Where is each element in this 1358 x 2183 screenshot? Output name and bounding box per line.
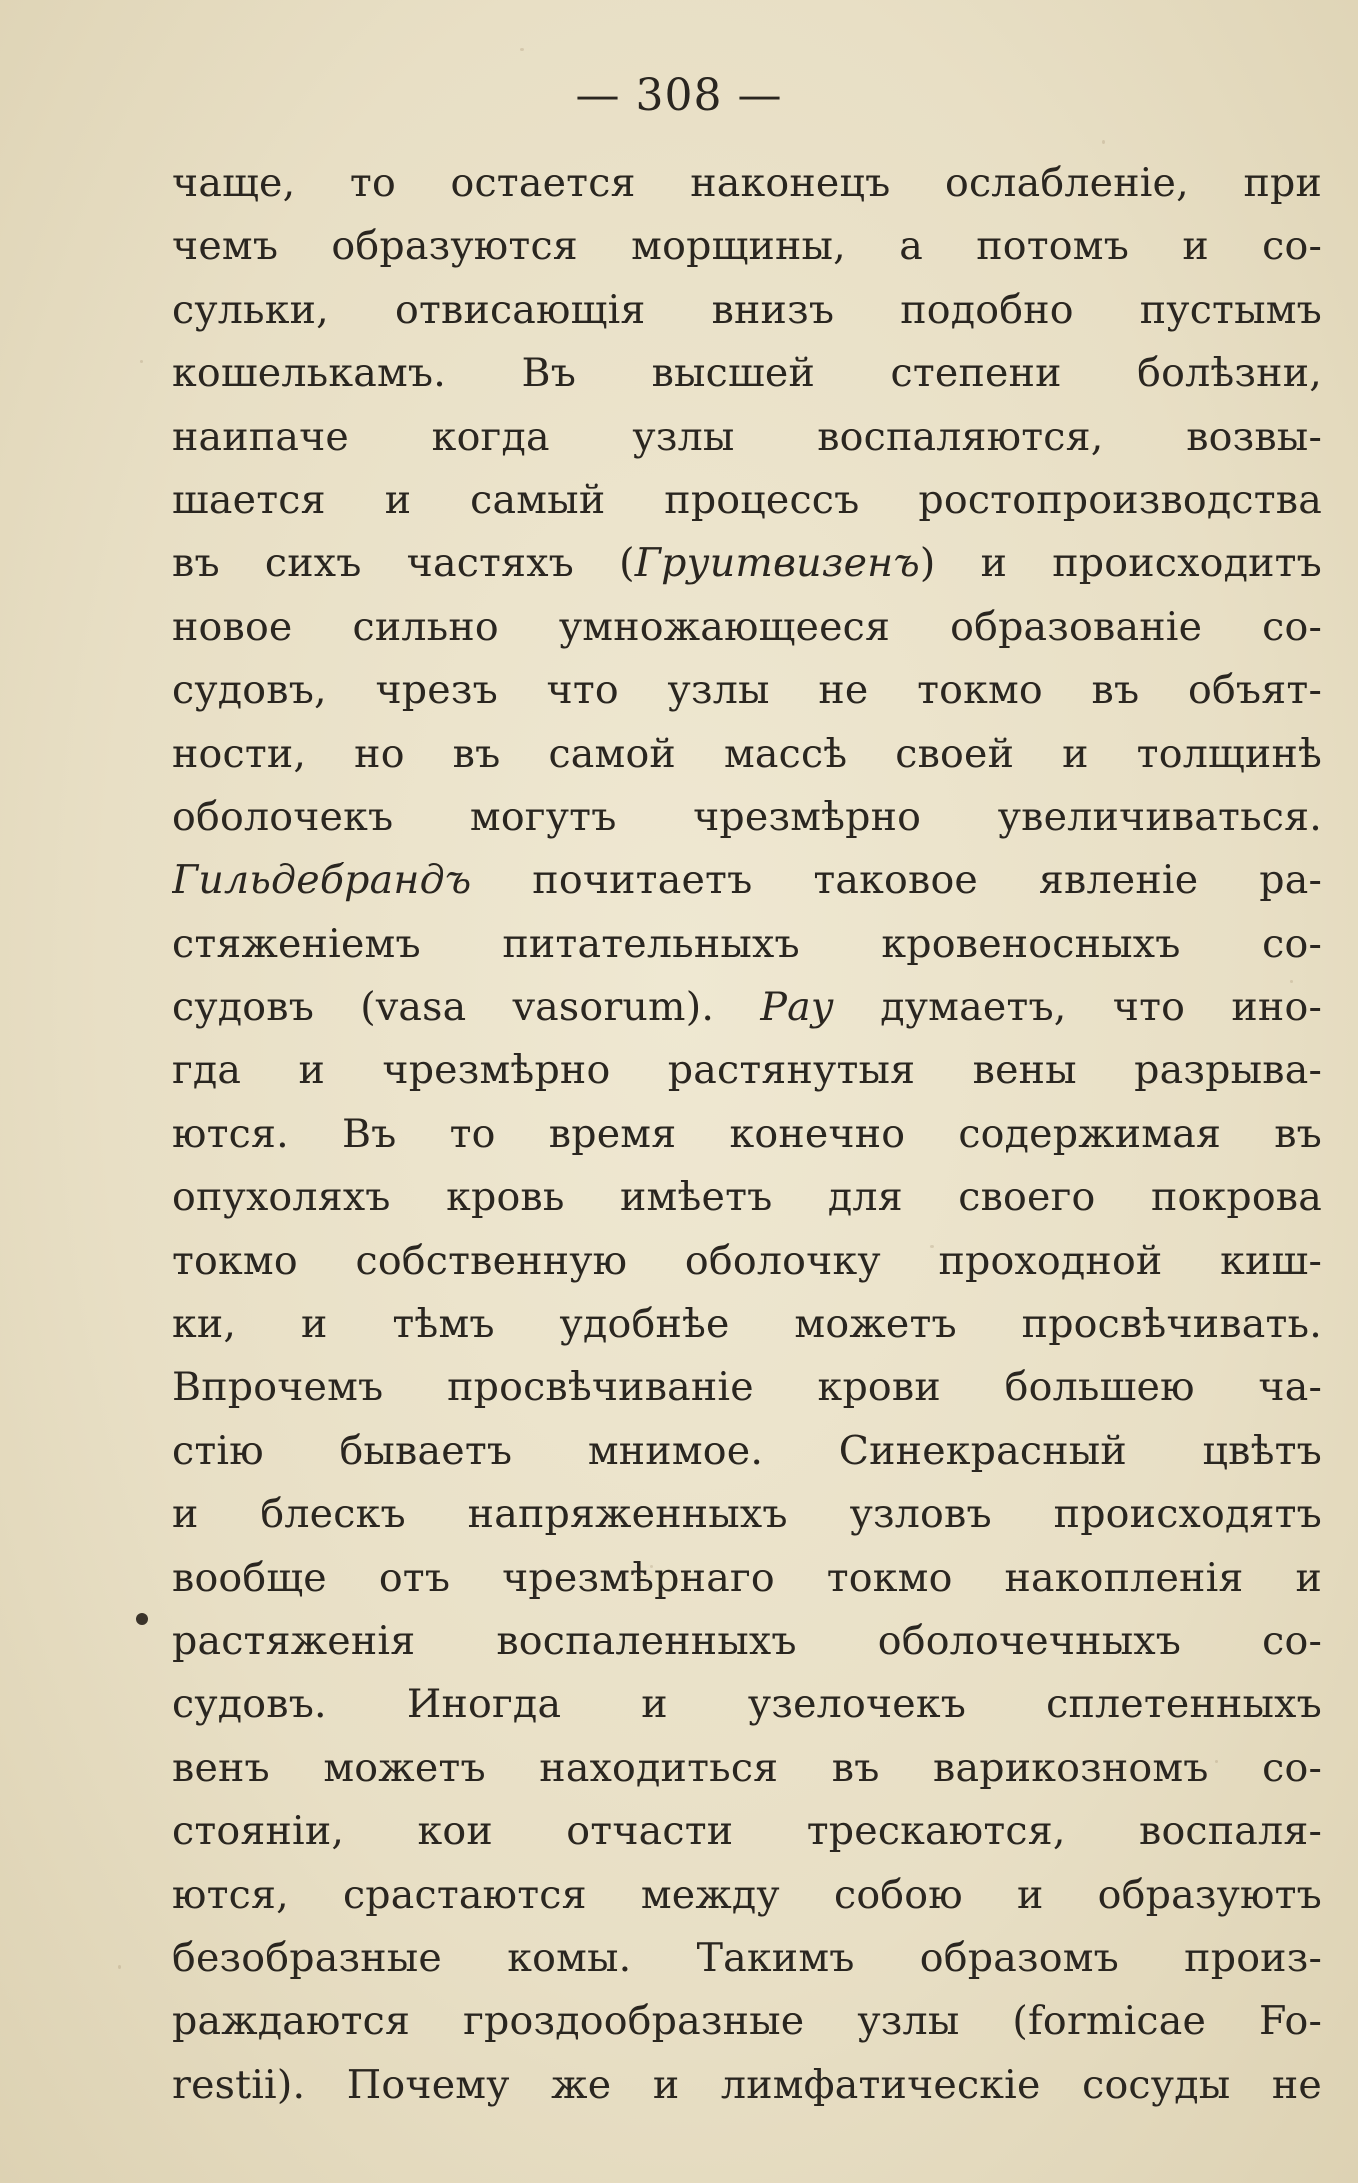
- text-line: оболочекъ могутъ чрезмѣрно увеличиваться.: [172, 793, 1322, 840]
- text-line: стію бываетъ мнимое. Синекрасный цвѣтъ: [172, 1427, 1322, 1474]
- text-line: и блескъ напряженныхъ узловъ происходятъ: [172, 1491, 1322, 1538]
- text-line: чаще, то остается наконецъ ослабленіе, при: [172, 160, 1322, 206]
- text-line: новое сильно умножающееся образованіе со-: [172, 603, 1322, 650]
- text-line: ются, срастаются между собою и образуютъ: [172, 1871, 1322, 1918]
- text-line: раждаются гроздообразные узлы (formicae Fo-: [172, 1998, 1322, 2045]
- text-line: судовъ. Иногда и узелочекъ сплетенныхъ: [172, 1681, 1322, 1728]
- text-line: судовъ, чрезъ что узлы не токмо въ объят-: [172, 667, 1322, 714]
- text-line: стяженіемъ питательныхъ кровеносныхъ со-: [172, 920, 1322, 967]
- text-line: сульки, отвисающія внизъ подобно пустымъ: [172, 286, 1322, 333]
- text-line: ности, но въ самой массѣ своей и толщинѣ: [172, 730, 1322, 777]
- text-line: наипаче когда узлы воспаляются, возвы-: [172, 413, 1322, 460]
- text-line: шается и самый процессъ ростопроизводства: [172, 476, 1322, 523]
- text-line: чемъ образуются морщины, а потомъ и со-: [172, 223, 1322, 270]
- body-text: [172, 152, 1322, 2117]
- text-line: restii). Почему же и лимфатическіе сосуды не: [172, 2061, 1322, 2108]
- italic-name: Рау: [760, 984, 834, 1031]
- text-line: ются. Въ то время конечно содержимая въ: [172, 1110, 1322, 1157]
- text-line: Гильдебрандъ почитаетъ таковое явленіе ра-: [172, 857, 1322, 904]
- text-line: судовъ (vasa vasorum). Рау думаетъ, что ино-: [172, 984, 1322, 1031]
- text-line: растяженія воспаленныхъ оболочечныхъ со-: [172, 1617, 1322, 1664]
- text-line: безобразные комы. Такимъ образомъ произ-: [172, 1934, 1322, 1981]
- text-line: опухоляхъ кровь имѣетъ для своего покрова: [172, 1174, 1322, 1221]
- text-line: токмо собственную оболочку проходной киш-: [172, 1237, 1322, 1284]
- text-line: стояніи, кои отчасти трескаются, воспаля-: [172, 1808, 1322, 1855]
- ink-blot: [136, 1613, 148, 1625]
- text-line: венъ можетъ находиться въ варикозномъ со-: [172, 1744, 1322, 1791]
- text-line: вообще отъ чрезмѣрнаго токмо накопленія и: [172, 1554, 1322, 1601]
- text-line: ки, и тѣмъ удобнѣе можетъ просвѣчивать.: [172, 1301, 1322, 1348]
- italic-name: Гильдебрандъ: [172, 857, 472, 904]
- text-line: въ сихъ частяхъ (Груитвизенъ) и происходитъ: [172, 540, 1322, 587]
- text-line: Впрочемъ просвѣчиваніе крови большею ча-: [172, 1364, 1322, 1411]
- page-number: — 308 —: [575, 70, 783, 121]
- text-line: гда и чрезмѣрно растянутыя вены разрыва-: [172, 1047, 1322, 1094]
- italic-name: Груитвизенъ: [634, 540, 920, 587]
- text-line: кошелькамъ. Въ высшей степени болѣзни,: [172, 350, 1322, 397]
